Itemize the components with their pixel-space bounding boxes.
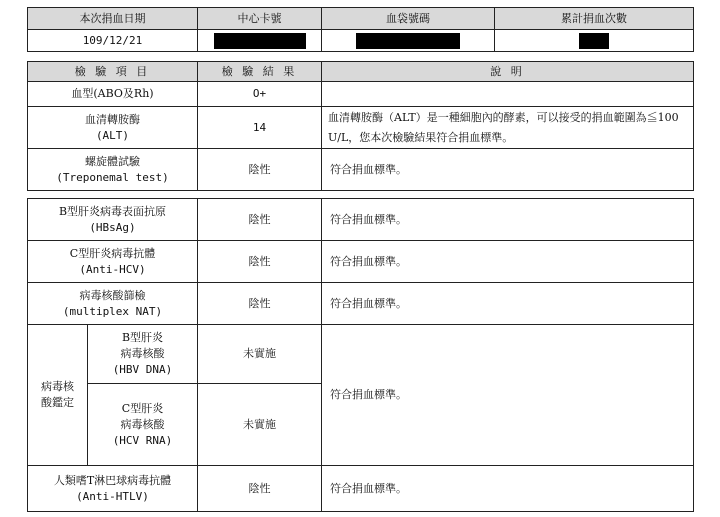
result-hcv: 陰性	[198, 241, 322, 283]
test-item-label: 人類嗜T淋巴球病毒抗體	[53, 473, 172, 487]
test-item-code: (HCV RNA)	[112, 433, 173, 447]
table-row	[28, 107, 694, 149]
table-row	[28, 466, 694, 512]
note-nat: 符合捐血標準。	[322, 283, 694, 325]
note-nucleic-acid-identification: 符合捐血標準。	[322, 325, 694, 466]
result-blood-type: O+	[198, 82, 322, 107]
test-item-label: C型肝炎	[121, 401, 164, 415]
table-row	[28, 241, 694, 283]
test-item-hbv-dna	[88, 325, 198, 384]
note-alt: 血清轉胺酶（ALT）是一種細胞內的酵素，可以接受的捐血範圍為≦100 U/L，您本次檢驗結果符合捐血標準。	[322, 107, 694, 149]
result-hbsag: 陰性	[198, 199, 322, 241]
test-item-code: (ALT)	[95, 128, 130, 142]
donation-count-cell	[495, 30, 694, 52]
viral-screening-table	[27, 198, 694, 466]
result-nat: 陰性	[198, 283, 322, 325]
table-row	[28, 149, 694, 191]
redacted-donation-count	[579, 33, 609, 49]
header-test-item: 檢 驗 項 目	[28, 62, 198, 82]
test-item-syphilis	[28, 149, 198, 191]
redacted-bag-number	[356, 33, 460, 49]
htlv-table	[27, 465, 694, 512]
table-row	[28, 283, 694, 325]
test-item-hbsag	[28, 199, 198, 241]
test-item-nat	[28, 283, 198, 325]
test-item-code: (Anti-HCV)	[79, 262, 146, 276]
group-label-line: 病毒核	[41, 380, 74, 393]
nucleic-acid-identification-group	[28, 325, 88, 466]
note-syphilis: 符合捐血標準。	[322, 149, 694, 191]
note-htlv: 符合捐血標準。	[322, 466, 694, 512]
test-item-blood-type: 血型(ABO及Rh)	[28, 82, 198, 107]
table-row	[28, 325, 694, 384]
test-item-label: 血清轉胺酶	[85, 112, 140, 126]
header-card-number: 中心卡號	[198, 8, 322, 30]
bag-number-cell	[322, 30, 495, 52]
test-item-hcv	[28, 241, 198, 283]
test-item-hcv-rna	[88, 384, 198, 466]
test-item-label: 螺旋體試驗	[85, 154, 140, 168]
test-item-code: (HBV DNA)	[112, 363, 173, 376]
note-hbsag: 符合捐血標準。	[322, 199, 694, 241]
test-item-label: 病毒核酸篩檢	[79, 288, 146, 302]
header-test-result: 檢 驗 結 果	[198, 62, 322, 82]
header-explanation: 說 明	[322, 62, 694, 82]
redacted-card-number	[214, 33, 306, 49]
test-item-label: 病毒核酸	[120, 417, 165, 431]
result-alt: 14	[198, 107, 322, 149]
test-item-label: C型肝炎病毒抗體	[69, 246, 156, 260]
result-syphilis: 陰性	[198, 149, 322, 191]
note-hcv: 符合捐血標準。	[322, 241, 694, 283]
donation-date: 109/12/21	[28, 30, 198, 52]
test-item-alt	[28, 107, 198, 149]
group-label-line: 酸鑑定	[41, 396, 74, 409]
header-donation-count: 累計捐血次數	[495, 8, 694, 30]
test-item-htlv	[28, 466, 198, 512]
test-item-code: (Anti-HTLV)	[76, 489, 149, 503]
header-bag-number: 血袋號碼	[322, 8, 495, 30]
result-htlv: 陰性	[198, 466, 322, 512]
note-blood-type	[322, 82, 694, 107]
result-hcv-rna: 未實施	[198, 384, 322, 466]
table-row	[28, 199, 694, 241]
donation-summary-table	[27, 7, 694, 52]
test-item-code: (HBsAg)	[89, 220, 136, 234]
test-item-label: B型肝炎病毒表面抗原	[58, 204, 167, 218]
result-hbv-dna: 未實施	[198, 325, 322, 384]
test-item-label: B型肝炎	[121, 331, 164, 344]
test-item-code: (multiplex NAT)	[62, 304, 163, 318]
header-donation-date: 本次捐血日期	[28, 8, 198, 30]
test-item-code: (Treponemal test)	[56, 170, 169, 184]
card-number-cell	[198, 30, 322, 52]
test-item-label: 病毒核酸	[120, 347, 165, 360]
table-row	[28, 82, 694, 107]
test-results-table	[27, 61, 694, 191]
